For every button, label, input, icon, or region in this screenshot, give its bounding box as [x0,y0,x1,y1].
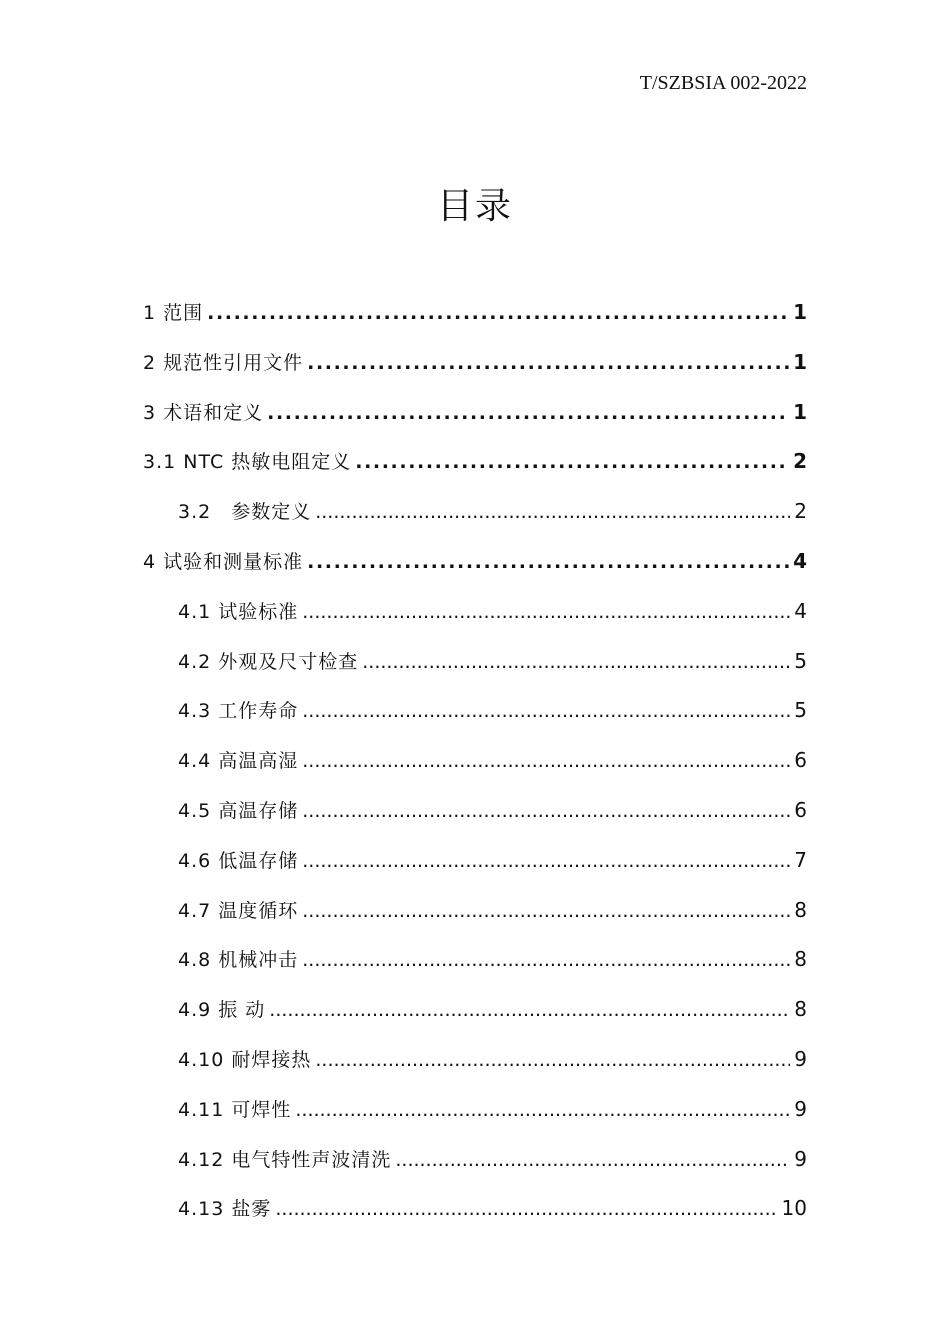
toc-entry[interactable] [143,1045,807,1095]
toc-entry-page: 8 [794,997,807,1022]
toc-leader-dots [315,501,790,523]
toc-entry[interactable] [143,1095,807,1145]
toc-leader-dots [315,1049,790,1071]
toc-entry-label: 4.11 可焊性 [178,1098,292,1121]
toc-entry[interactable] [143,348,807,398]
toc-entry-page: 1 [793,399,807,424]
toc-entry[interactable] [143,846,807,896]
toc-entry-label: 4.9 振 动 [178,999,266,1022]
toc-leader-dots [362,651,790,673]
toc-entry-label: 3.1 NTC 热敏电阻定义 [143,451,352,474]
toc-entry[interactable] [143,497,807,547]
toc-entry-page: 8 [794,947,807,972]
toc-entry[interactable] [143,696,807,746]
toc-entry-label: 4.7 温度循环 [178,899,299,922]
toc-entry-page: 8 [794,897,807,922]
toc-entry-page: 1 [793,349,807,374]
toc-entry-page: 5 [794,698,807,723]
toc-leader-dots [275,1198,777,1220]
toc-leader-dots [207,302,789,324]
toc-leader-dots [302,601,790,623]
toc-entry-page: 6 [794,797,807,822]
toc-entry-label: 4.1 试验标准 [178,600,299,623]
toc-entry[interactable] [143,746,807,796]
toc-entry-label: 1 范围 [143,302,204,324]
toc-entry-page: 9 [794,1046,807,1071]
toc-entry[interactable] [143,447,807,497]
toc-entry-page: 6 [794,748,807,773]
toc-entry-label: 4.8 机械冲击 [178,949,299,972]
toc-entry-page: 4 [793,548,807,573]
toc-entry-label: 4.6 低温存储 [178,849,299,872]
toc-leader-dots [302,900,790,922]
toc-entry[interactable] [143,796,807,846]
toc-leader-dots [302,700,790,722]
toc-leader-dots [302,750,790,772]
toc-entry-label: 4.13 盐雾 [178,1198,272,1221]
toc-entry[interactable] [143,995,807,1045]
toc-entry[interactable] [143,1194,807,1244]
toc-leader-dots [267,402,789,424]
toc-entry[interactable] [143,547,807,597]
toc-entry-label: 4.5 高温存储 [178,799,299,822]
toc-entry[interactable] [143,896,807,946]
toc-entry-page: 10 [781,1196,807,1221]
document-code: T/SZBSIA 002-2022 [639,72,807,94]
toc-entry-page: 9 [794,1146,807,1171]
toc-entry-page: 2 [794,499,807,524]
toc-entry-label: 3 术语和定义 [143,401,264,424]
toc-entry[interactable] [143,647,807,697]
toc-entry-label: 4.3 工作寿命 [178,700,299,723]
toc-entry-page: 5 [794,648,807,673]
toc-entry[interactable] [143,298,807,348]
table-of-contents [143,298,807,1244]
toc-leader-dots [302,850,790,872]
toc-entry[interactable] [143,597,807,647]
toc-entry-page: 9 [794,1096,807,1121]
toc-entry-label: 3.2 参数定义 [178,501,312,524]
toc-leader-dots [269,999,790,1021]
toc-entry-label: 4.2 外观及尺寸检查 [178,650,359,673]
toc-leader-dots [395,1149,790,1171]
toc-entry-page: 7 [794,847,807,872]
toc-entry-page: 1 [793,300,807,324]
toc-leader-dots [302,800,790,822]
toc-leader-dots [355,451,789,473]
toc-entry-label: 4.10 耐焊接热 [178,1048,312,1071]
toc-entry-page: 2 [793,449,807,474]
toc-leader-dots [307,352,789,374]
toc-entry[interactable] [143,398,807,448]
toc-entry-label: 4 试验和测量标准 [143,550,304,573]
toc-entry-label: 2 规范性引用文件 [143,351,304,374]
toc-leader-dots [307,551,789,573]
toc-leader-dots [302,949,790,971]
toc-entry-page: 4 [794,598,807,623]
toc-entry[interactable] [143,945,807,995]
page-title: 目录 [436,186,513,227]
toc-entry[interactable] [143,1145,807,1195]
toc-leader-dots [295,1099,790,1121]
toc-entry-label: 4.4 高温高湿 [178,750,299,773]
toc-entry-label: 4.12 电气特性声波清洗 [178,1148,392,1171]
